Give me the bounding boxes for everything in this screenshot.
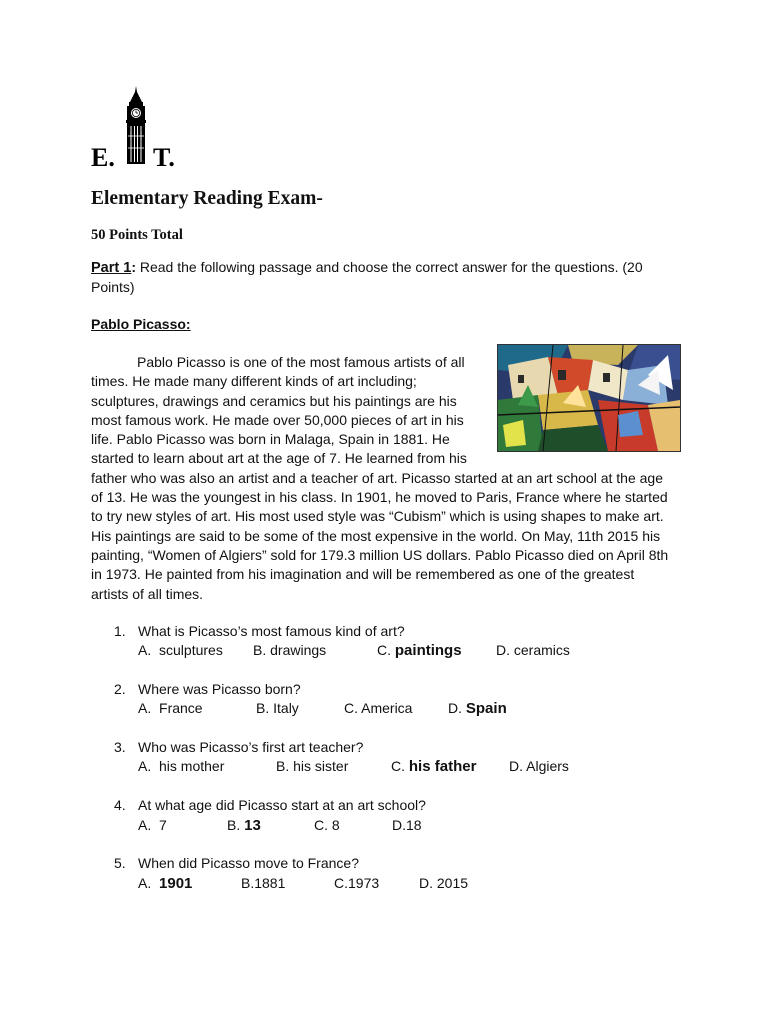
option-d[interactable]: D. 2015 [419, 874, 469, 891]
option-c[interactable]: C. his father [391, 758, 477, 776]
options-row [114, 641, 674, 660]
option-c[interactable]: C.1973 [334, 874, 380, 891]
painting-artwork [498, 345, 680, 451]
passage-block [91, 353, 673, 604]
question-1 [114, 622, 674, 661]
option-a[interactable]: A. France [138, 700, 203, 717]
question-number: 1. [114, 623, 126, 639]
question-text: When did Picasso move to France? [138, 855, 359, 872]
option-b[interactable]: B. 13 [227, 816, 261, 834]
option-c[interactable]: C. America [344, 700, 413, 717]
passage-text: Pablo Picasso is one of the most famous artists of all times. He made many different kinds of art including; sculptures, drawings and ceramics but his paintings are his most famous work. He made over 50,000 pieces of art in his life. Pablo Picasso was born in Malaga, Spain in 1881. He started to learn about art at the age of 7. He learned from his father who was also an artist and a teacher of art. Picasso started at an art school at the age of 13. He was the youngest in his class. In 1901, he moved to Paris, France where he started to try new styles of art. His most used style was “Cubism” which is using shapes to make art. His paintings are said to be some of the most expensive in the world. On May, 11th 2015 his painting, “Women of Algiers” sold for 179.3 million US dollars. Pablo Picasso died on April 8th in 1973. He painted from his imagination and will be remembered as one of the greatest artists of all times. [91, 354, 669, 602]
question-5 [114, 854, 674, 893]
options-row [114, 757, 674, 776]
options-row [114, 816, 674, 835]
question-text: Who was Picasso’s first art teacher? [138, 739, 364, 756]
option-a[interactable]: A. his mother [138, 758, 225, 775]
option-d[interactable]: D.18 [392, 816, 422, 833]
part1-instruction [91, 258, 681, 298]
exam-title: Elementary Reading Exam- [91, 188, 323, 209]
part1-colon: : [131, 259, 136, 275]
option-a[interactable]: A. 1901 [138, 874, 193, 892]
option-d[interactable]: D. Algiers [509, 758, 569, 775]
question-number: 5. [114, 855, 126, 872]
options-row [114, 874, 674, 893]
option-c[interactable]: C. paintings [377, 642, 462, 660]
option-b[interactable]: B. Italy [256, 700, 299, 717]
option-b[interactable]: B. drawings [253, 642, 327, 659]
options-row [114, 699, 674, 718]
option-d[interactable]: D. ceramics [496, 642, 570, 659]
part1-label: Part 1 [91, 260, 132, 276]
option-b[interactable]: B. his sister [276, 758, 349, 775]
passage-title: Pablo Picasso: [91, 316, 191, 332]
option-d[interactable]: D. Spain [448, 700, 507, 718]
picasso-painting-image [497, 344, 681, 452]
question-text: Where was Picasso born? [138, 681, 301, 698]
points-total: 50 Points Total [91, 227, 183, 243]
question-2 [114, 680, 674, 719]
question-text: At what age did Picasso start at an art school? [138, 797, 426, 814]
logo-letter-t: T. [153, 143, 175, 172]
option-a[interactable]: A. sculptures [138, 642, 223, 659]
big-ben-icon [122, 86, 150, 164]
option-c[interactable]: C. 8 [314, 816, 340, 833]
question-number: 3. [114, 739, 126, 756]
question-4 [114, 796, 674, 835]
option-b[interactable]: B.1881 [241, 874, 286, 891]
option-a[interactable]: A. 7 [138, 816, 167, 833]
questions-list [114, 622, 674, 912]
question-number: 4. [114, 797, 126, 814]
question-3 [114, 738, 674, 777]
question-text: What is Picasso’s most famous kind of art? [138, 623, 405, 639]
part1-instruction-text: Read the following passage and choose the correct answer for the questions. (20 Points) [91, 259, 643, 296]
logo-letter-e: E. [91, 143, 115, 172]
question-number: 2. [114, 681, 126, 698]
